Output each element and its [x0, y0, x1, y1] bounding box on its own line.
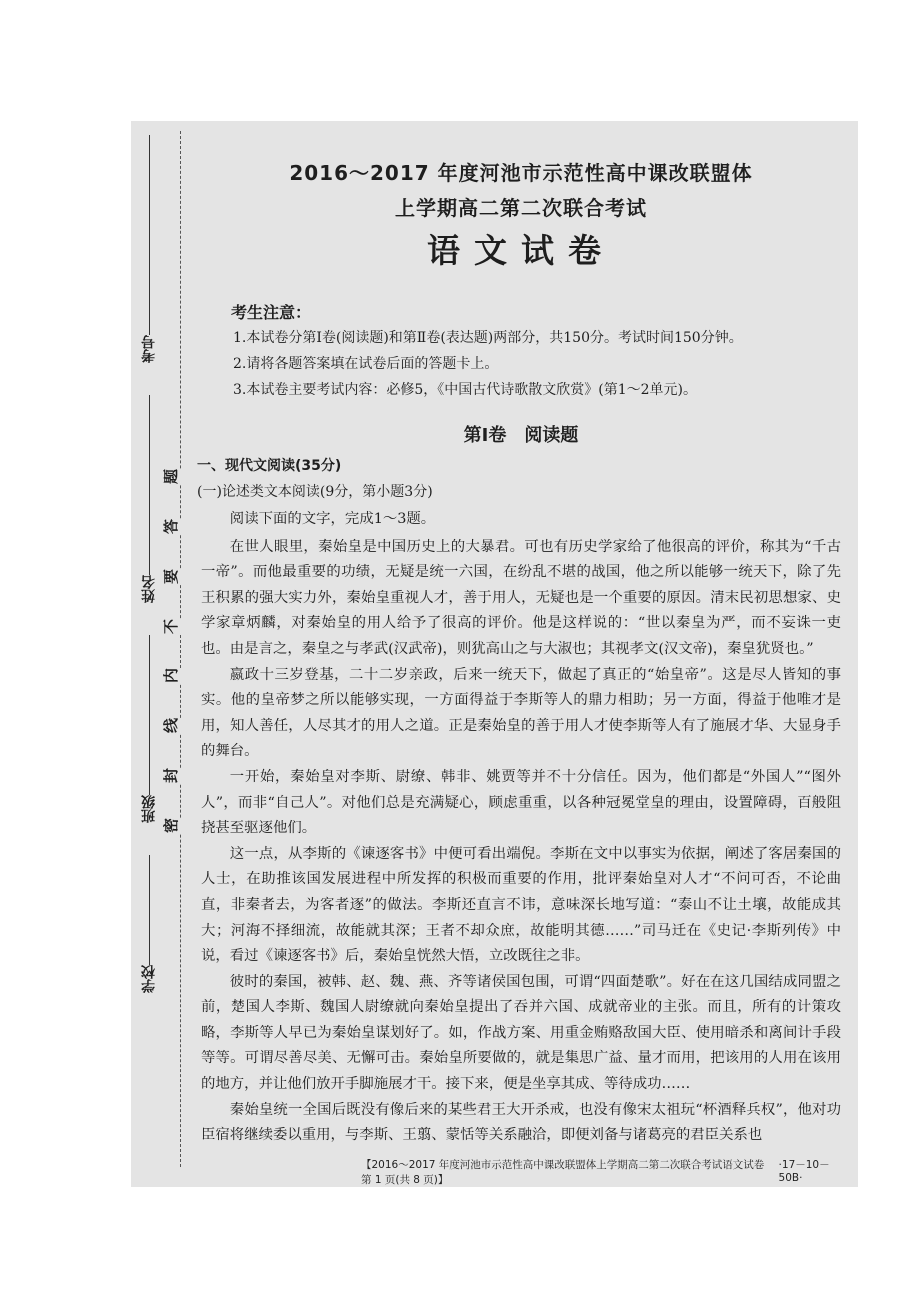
seal-char: 要: [162, 568, 181, 584]
seal-char: 不: [162, 618, 181, 634]
seal-char: 密: [162, 817, 181, 833]
name-blank: [149, 395, 150, 575]
school-blank: [149, 855, 150, 965]
sub-heading: (一)论述类文本阅读(9分，第小题3分): [197, 484, 433, 500]
binding-strip: [131, 121, 191, 1187]
seal-warning: [161, 466, 181, 836]
exam-title-line2: 上学期高二第二次联合考试: [395, 196, 647, 220]
footer-code: ·17－10－50B·: [778, 1159, 830, 1184]
class-label: 班级: [141, 795, 157, 823]
candidate-number-label: 考号: [141, 335, 157, 363]
school-field: [131, 851, 167, 993]
notice-item: 2.请将各题答案填在试卷后面的答题卡上。: [233, 356, 499, 372]
part-heading: 一、现代文阅读(35分): [197, 458, 342, 474]
name-label: 姓名: [141, 575, 157, 603]
seal-char: 内: [162, 668, 181, 684]
page-footer: [361, 1157, 841, 1187]
seal-char: 题: [162, 468, 181, 485]
seal-char: 线: [162, 718, 181, 734]
candidate-number-field: [131, 131, 167, 363]
exam-title-main: 语文试卷: [427, 231, 615, 270]
school-label: 学校: [141, 965, 157, 993]
passage-paragraph: 在世人眼里，秦始皇是中国历史上的大暴君。可也有历史学家给了他很高的评价，称其为“千古一帝”。而他最重要的功绩，无疑是统一六国，在纷乱不堪的战国，他之所以能够一统天下，除了先王积累的强大实力外，秦始皇重视人才，善于用人，无疑也是一个重要的原因。清末民初思想家、史学家章炳麟，对秦始皇的用人给予了很高的评价。他是这样说的：“世以秦皇为严，而不妄诛一吏也。由是言之，秦皇之与孝武(汉武帝)，则犹高山之与大淑也；其视孝文(汉文帝)，秦皇犹贤也。”: [201, 538, 841, 657]
seal-char: 答: [162, 518, 181, 534]
footer-page-info: 【2016～2017 年度河池市示范性高中课改联盟体上学期高二第二次联合考试语文试卷 第 1 页(共 8 页)】: [361, 1159, 775, 1186]
class-blank: [149, 635, 150, 795]
candidate-number-blank: [149, 135, 150, 335]
passage-paragraph: 彼时的秦国，被韩、赵、魏、燕、齐等诸侯国包围，可谓“四面楚歌”。好在在这几国结成同盟之前，楚国人李斯、魏国人尉缭就向秦始皇提出了吞并六国、成就帝业的主张。而且，所有的计策攻略，李斯等人早已为秦始皇谋划好了。如，作战方案、用重金贿赂敌国大臣、使用暗杀和离间计手段等等。可谓尽善尽美、无懈可击。秦始皇所要做的，就是集思广益、量才而用，把该用的人用在该用的地方，并让他们放开手脚施展才干。接下来，便是坐享其成、等待成功……: [201, 973, 841, 1093]
notice-heading: 考生注意：: [231, 303, 312, 322]
seal-char: 封: [162, 768, 181, 784]
passage-paragraph: 嬴政十三岁登基，二十二岁亲政，后来一统天下，做起了真正的“始皇帝”。这是尽人皆知的事实。他的皇帝梦之所以能够实现，一方面得益于李斯等人的鼎力相助；另一方面，得益于他唯才是用，知人善任，人尽其才的用人之道。正是秦始皇的善于用人才使李斯等人有了施展才华、大显身手的舞台。: [201, 666, 841, 760]
exam-title-line1: 2016～2017 年度河池市示范性高中课改联盟体: [289, 161, 753, 185]
passage-paragraph: 一开始，秦始皇对李斯、尉缭、韩非、姚贾等并不十分信任。因为，他们都是“外国人”“图外人”，而非“自己人”。对他们总是充满疑心，顾虑重重，以各种冠冕堂皇的理由，设置障碍，百般阻挠甚至驱逐他们。: [201, 768, 841, 837]
passage-paragraph: 秦始皇统一全国后既没有像后来的某些君王大开杀戒，也没有像宋太祖玩“杯酒释兵权”，他对功臣宿将继续委以重用，与李斯、王翦、蒙恬等关系融洽，即便刘备与诸葛亮的君臣关系也: [201, 1101, 841, 1144]
passage-paragraph: 这一点，从李斯的《谏逐客书》中便可看出端倪。李斯在文中以事实为依据，阐述了客居秦国的人士，在助推该国发展进程中所发挥的积极而重要的作用，批评秦始皇对人才“不问可否，不论曲直，非秦者去，为客者逐”的做法。李斯还直言不讳，意味深长地写道：“泰山不让土壤，故能成其大；河海不择细流，故能就其深；王者不却众庶，故能明其德……”司马迁在《史记·李斯列传》中说，看过《谏逐客书》后，秦始皇恍然大悟，立改既往之非。: [201, 845, 841, 965]
section-title: 第Ⅰ卷 阅读题: [463, 425, 579, 446]
notice-item: 3.本试卷主要考试内容：必修5，《中国古代诗歌散文欣赏》(第1～2单元)。: [233, 382, 698, 398]
exam-content: [197, 157, 841, 1149]
notice-item: 1.本试卷分第Ⅰ卷(阅读题)和第Ⅱ卷(表达题)两部分，共150分。考试时间150分钟。: [233, 330, 743, 346]
exam-sheet: [131, 121, 858, 1187]
instruction: 阅读下面的文字，完成1～3题。: [229, 511, 436, 527]
